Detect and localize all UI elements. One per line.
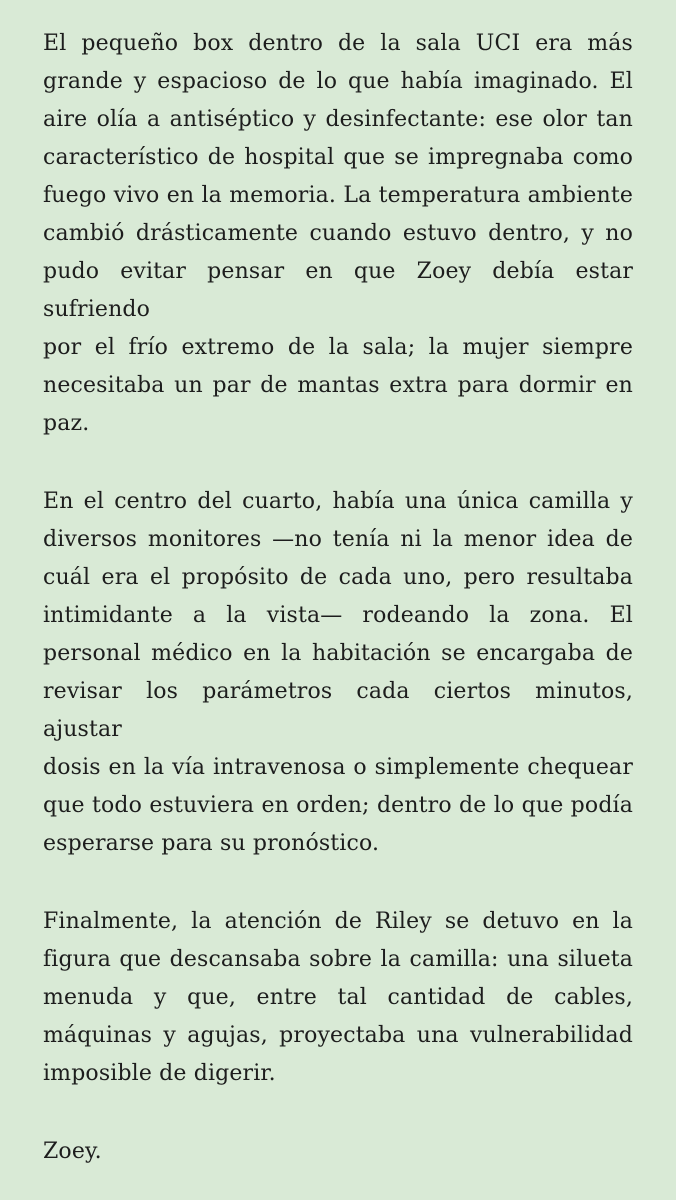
text-line: esperarse para su pronóstico. xyxy=(43,831,380,856)
text-line: revisar los parámetros cada ciertos minutos, ajustar xyxy=(43,679,633,742)
text-line: pudo evitar pensar en que Zoey debía estar sufriendo xyxy=(43,259,633,322)
text-line: En el centro del cuarto, había una única camilla y xyxy=(43,489,633,514)
paragraph-2 xyxy=(43,483,633,863)
text-line: dosis en la vía intravenosa o simplemente chequear xyxy=(43,755,633,780)
text-line: cuál era el propósito de cada uno, pero resultaba xyxy=(43,565,633,590)
text-line: figura que descansaba sobre la camilla: una silueta xyxy=(43,947,633,972)
text-line: paz. xyxy=(43,411,90,436)
paragraph-4 xyxy=(43,1133,633,1171)
text-line: que todo estuviera en orden; dentro de lo que podía xyxy=(43,793,633,818)
text-line: necesitaba un par de mantas extra para dormir en xyxy=(43,373,633,398)
text-line: diversos monitores —no tenía ni la menor idea de xyxy=(43,527,633,552)
text-line: cambió drásticamente cuando estuvo dentro, y no xyxy=(43,221,633,246)
text-line: grande y espacioso de lo que había imaginado. El xyxy=(43,69,633,94)
paragraph-3 xyxy=(43,903,633,1093)
text-line: aire olía a antiséptico y desinfectante: ese olor tan xyxy=(43,107,633,132)
text-line: imposible de digerir. xyxy=(43,1061,276,1086)
text-line: El pequeño box dentro de la sala UCI era más xyxy=(43,31,633,56)
text-line: intimidante a la vista— rodeando la zona. El xyxy=(43,603,633,628)
text-line: menuda y que, entre tal cantidad de cables, xyxy=(43,985,633,1010)
text-line: máquinas y agujas, proyectaba una vulnerabilidad xyxy=(43,1023,633,1048)
text-line: característico de hospital que se impregnaba como xyxy=(43,145,633,170)
text-line: por el frío extremo de la sala; la mujer siempre xyxy=(43,335,633,360)
text-line: Zoey. xyxy=(43,1139,102,1164)
text-line: personal médico en la habitación se encargaba de xyxy=(43,641,633,666)
text-line: fuego vivo en la memoria. La temperatura ambiente xyxy=(43,183,633,208)
text-line: Finalmente, la atención de Riley se detuvo en la xyxy=(43,909,633,934)
paragraph-1 xyxy=(43,25,633,443)
